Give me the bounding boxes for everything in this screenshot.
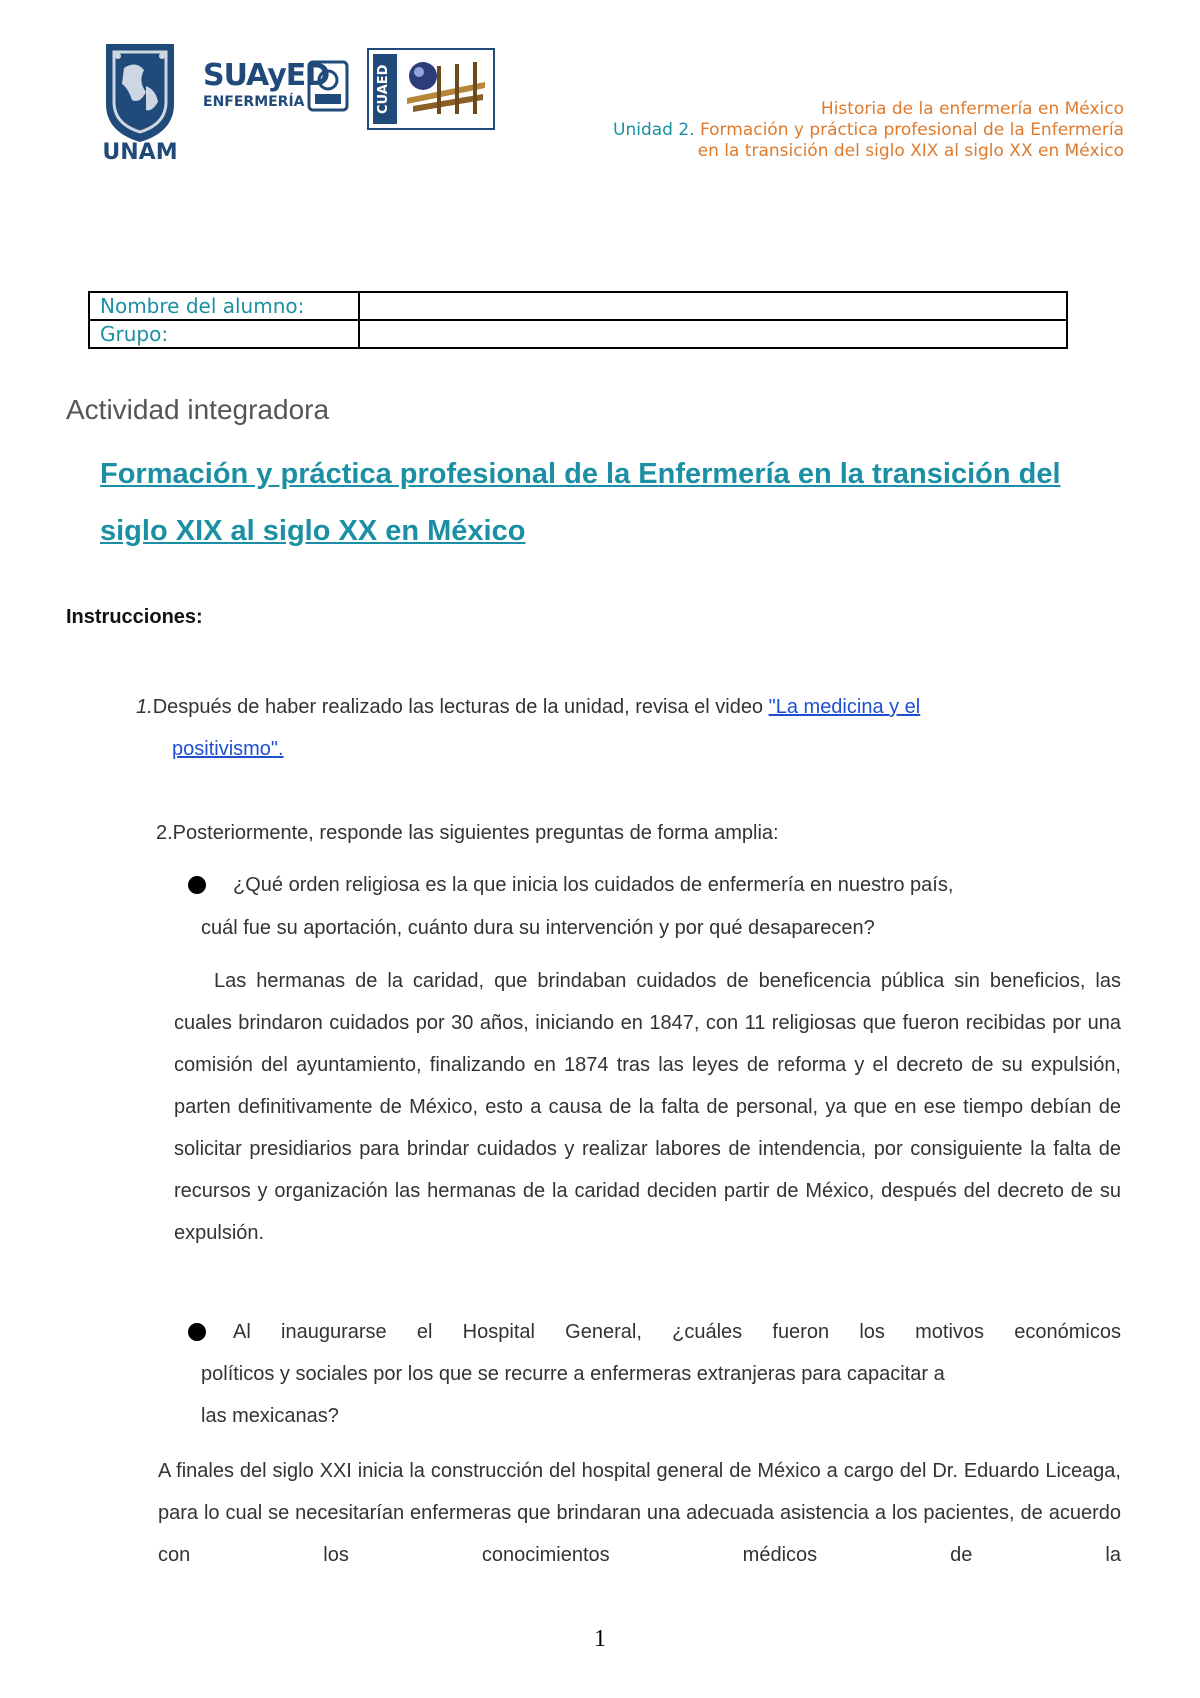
cuaed-logo (367, 48, 495, 130)
suayed-logo (203, 58, 351, 118)
step-1-text: Después de haber realizado las lecturas de la unidad, revisa el video (152, 696, 769, 718)
step-1-number: 1. (136, 696, 153, 718)
question-2-line1: Al inaugurarse el Hospital General, ¿cuáles fueron los motivos económicos (233, 1321, 1121, 1343)
unam-logo-text: UNAM (102, 140, 178, 165)
bullet-icon (188, 1323, 206, 1341)
bullet-icon (188, 876, 206, 894)
unam-logo (100, 40, 180, 168)
step-2: 2.Posteriormente, responde las siguientes preguntas de forma amplia: (156, 822, 779, 844)
student-name-field[interactable] (359, 292, 1067, 320)
nursing-emblem-icon (307, 60, 349, 112)
instructions-label: Instrucciones: (66, 606, 203, 628)
student-group-row (89, 320, 1067, 348)
main-title: Formación y práctica profesional de la Enfermería en la transición del siglo XIX al siglo XX en México (100, 458, 1061, 547)
course-title: Historia de la enfermería en México (820, 99, 1124, 119)
video-link[interactable]: "La medicina y el (768, 696, 921, 718)
video-link-continuation[interactable]: positivismo". (172, 738, 284, 760)
student-group-field[interactable] (359, 320, 1067, 348)
suayed-logo-text: SUAyED (203, 58, 330, 93)
suayed-logo-subtext: ENFERMERÍA (203, 94, 305, 110)
answer-1: Las hermanas de la caridad, que brindaban cuidados de beneficencia pública sin beneficios, las cuales brindaron cuidados por 30 años, iniciando en 1847, con 11 religiosas que fueron recibidas por una comisión del ayuntamiento, finalizando en 1874 tras las leyes de reforma y el decreto de su expulsión, parten definitivamente de México, esto a causa de la falta de personal, ya que en ese tiempo debían de solicitar presidiarios para brindar cuidados y realizar labores de intendencia, por consiguiente la falta de recursos y organización las hermanas de la caridad deciden partir de México, después del decreto de su expulsión. (174, 970, 1121, 1244)
answer-2: A finales del siglo XXI inicia la construcción del hospital general de México a cargo del Dr. Eduardo Liceaga, para lo cual se necesitarían enfermeras que brindaran una adecuada asistencia a los pacientes, de acuerdo con los conocimientos médicos de la (158, 1460, 1121, 1566)
student-info-table (88, 291, 1068, 349)
question-1-line1: ¿Qué orden religiosa es la que inicia los cuidados de enfermería en nuestro país, (233, 874, 954, 896)
unit-title-line1 (613, 120, 1124, 140)
page-number: 1 (594, 1626, 606, 1652)
unit-title-text: Formación y práctica profesional de la Enfermería (699, 120, 1124, 140)
step-1-continuation (172, 728, 284, 770)
question-1-line2: cuál fue su aportación, cuánto dura su intervención y por qué desaparecen? (201, 917, 875, 939)
question-2-line3: las mexicanas? (201, 1405, 339, 1427)
step-1 (136, 686, 1122, 728)
student-name-row (89, 292, 1067, 320)
cuaed-logo-text: CUAED (376, 64, 391, 114)
student-group-label: Grupo: (89, 320, 359, 348)
activity-heading: Actividad integradora (66, 394, 330, 425)
unit-prefix: Unidad 2. (613, 120, 695, 140)
student-name-label: Nombre del alumno: (89, 292, 359, 320)
question-2-line2: políticos y sociales por los que se recurre a enfermeras extranjeras para capacitar a (201, 1363, 945, 1385)
unit-title-line2: en la transición del siglo XIX al siglo XX en México (697, 141, 1124, 161)
